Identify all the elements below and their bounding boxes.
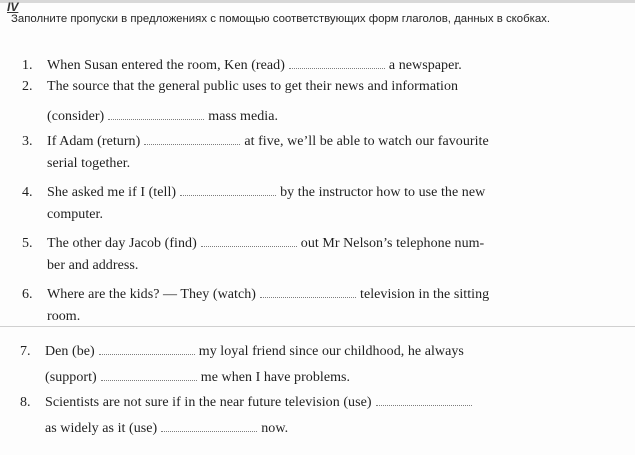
- item-text: room.: [47, 309, 81, 324]
- exercise-item-8-cont: [45, 417, 288, 437]
- item-text: She asked me if I (tell): [47, 185, 177, 200]
- item-text: The source that the general public uses to get their news and information: [47, 79, 459, 94]
- exercise-item-7: [20, 340, 464, 360]
- top-edge: [0, 0, 635, 3]
- item-text: computer.: [47, 207, 104, 222]
- exercise-item-5: [22, 232, 484, 252]
- item-text: out Mr Nelson’s telephone num-: [300, 236, 485, 251]
- page-fold-divider: [0, 326, 635, 327]
- item-text: my loyal friend since our childhood, he always: [198, 344, 464, 359]
- item-text: as widely as it (use): [45, 421, 158, 436]
- item-text: Den (be): [45, 344, 95, 359]
- item-text: at five, we’ll be able to watch our favourite: [244, 134, 489, 149]
- item-text: ber and address.: [47, 258, 139, 273]
- exercise-item-8: [20, 391, 476, 411]
- item-number: 7.: [20, 344, 31, 359]
- exercise-item-4: [22, 181, 485, 201]
- item-text: by the instructor how to use the new: [280, 185, 486, 200]
- item-number: 2.: [22, 79, 33, 94]
- item-number: 4.: [22, 185, 33, 200]
- item-text: me when I have problems.: [200, 370, 351, 385]
- item-text: (support): [45, 370, 97, 385]
- answer-blank-9[interactable]: [376, 391, 472, 406]
- exercise-item-3-cont: [47, 156, 130, 172]
- answer-blank-4[interactable]: [180, 181, 276, 196]
- answer-blank-10[interactable]: [161, 417, 257, 432]
- exercise-item-6-cont: [47, 309, 80, 325]
- item-text: The other day Jacob (find): [47, 236, 197, 251]
- item-text: television in the sitting: [360, 287, 490, 302]
- item-number: 8.: [20, 395, 31, 410]
- item-number: 1.: [22, 58, 33, 73]
- item-text: If Adam (return): [47, 134, 141, 149]
- answer-blank-7[interactable]: [99, 340, 195, 355]
- item-number: 6.: [22, 287, 33, 302]
- exercise-item-3: [22, 130, 489, 150]
- item-text: serial together.: [47, 156, 131, 171]
- item-text: now.: [261, 421, 289, 436]
- answer-blank-6[interactable]: [260, 283, 356, 298]
- exercise-item-2: [22, 79, 458, 95]
- exercise-item-6: [22, 283, 489, 303]
- exercise-item-1: [22, 54, 462, 74]
- answer-blank-2[interactable]: [108, 105, 204, 120]
- item-text: a newspaper.: [388, 58, 462, 73]
- exercise-item-4-cont: [47, 207, 103, 223]
- item-number: 5.: [22, 236, 33, 251]
- answer-blank-5[interactable]: [201, 232, 297, 247]
- exercise-item-7-cont: [45, 366, 350, 386]
- item-number: 3.: [22, 134, 33, 149]
- item-text: When Susan entered the room, Ken (read): [47, 58, 285, 73]
- item-text: (consider): [47, 109, 105, 124]
- item-text: mass media.: [208, 109, 279, 124]
- item-text: Where are the kids? — They (watch): [47, 287, 257, 302]
- item-text: Scientists are not sure if in the near future television (use): [45, 395, 372, 410]
- section-number: IV: [7, 0, 19, 14]
- exercise-item-5-cont: [47, 258, 138, 274]
- exercise-instruction: Заполните пропуски в предложениях с помощью соответствующих форм глаголов, данных в скобках.: [11, 13, 551, 25]
- answer-blank-3[interactable]: [144, 130, 240, 145]
- answer-blank-1[interactable]: [289, 54, 385, 69]
- answer-blank-8[interactable]: [101, 366, 197, 381]
- exercise-item-2-cont: [47, 105, 278, 125]
